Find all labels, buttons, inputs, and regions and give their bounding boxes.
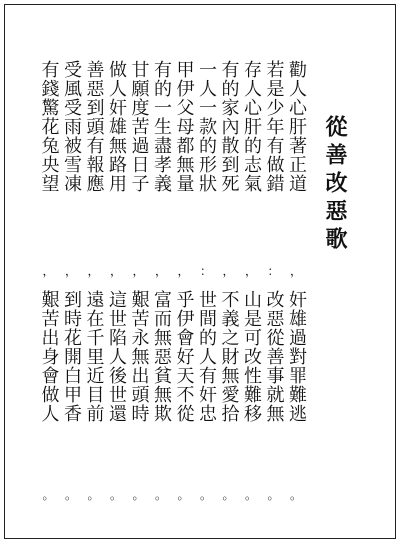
poem-line-end: 。 [87,488,100,502]
poem-line-top: 勸人心肝著正道 [286,60,307,193]
poem-line-top: 有的家內散到死 [218,60,240,193]
poem-line-mark: ， [244,264,258,278]
poem-line-end: 。 [132,488,145,502]
poem-line-bottom: 世間的人有奸忠 [196,290,217,423]
poem-line-top: 甲伊父母都無量 [173,60,195,193]
poem-line-bottom: 改惡從善事就無 [263,290,285,423]
poem-line-bottom: 富而無惡貧無欺 [151,290,172,423]
poem-line-top: 有錢驚花兔央望 [38,60,60,193]
poem-line-end: 。 [64,488,78,502]
poem-line-top: 善惡到頭有報應 [83,60,105,193]
poem-line-top: 一人一款的形狀 [196,60,217,193]
poem-line-bottom: 奸雄過對罪難逃 [286,290,307,423]
poem-line-mark: ， [289,264,303,278]
poem-line-mark: ， [154,264,168,278]
poem-line-end: 。 [289,488,303,502]
poem-line-top: 受風受雨被雪凍 [61,60,82,193]
poem-line-top: 做人奸雄無路用 [106,60,127,193]
poem-line-bottom: 這世陷人後世還 [106,290,127,423]
poem-line-top: 存人心肝的志氣 [241,60,262,193]
poem-title: 從善改惡歌 [322,115,348,255]
poem-line-mark: ， [42,264,55,278]
poem-line-mark: ， [64,264,78,278]
poem-line-bottom: 到時花開白甲香 [61,290,82,423]
poem-line-top: 甘願度苦過日子 [128,60,150,193]
poem-line-bottom: 艱苦永無出頭時 [128,290,150,423]
poem-line-mark: ， [132,264,145,278]
poem-line-end: 。 [199,488,213,502]
poem-line-end: 。 [154,488,168,502]
poem-line-end: 。 [42,488,55,502]
poem-line-bottom: 乎伊會好天不從 [173,290,195,423]
poem-line-top: 有的一生盡孝義 [151,60,172,193]
poem-line-end: 。 [267,488,280,502]
poem-line-mark: ， [222,264,235,278]
poem-line-mark: ， [177,264,190,278]
poem-line-end: 。 [244,488,258,502]
poem-line-bottom: 艱苦出身會做人 [38,290,60,423]
poem-line-end: 。 [177,488,190,502]
poem-line-bottom: 山是可改性難移 [241,290,262,423]
poem-line-end: 。 [222,488,235,502]
poem-line-mark: ， [109,264,123,278]
poem-line-bottom: 遠在千里近目前 [83,290,105,423]
poem-line-bottom: 不義之財無愛拾 [218,290,240,423]
poem-line-mark: ： [199,264,213,278]
poem-line-top: 若是少年有做錯 [263,60,285,193]
poem-line-mark: ， [87,264,100,278]
poem-line-mark: ： [267,264,280,278]
poem-line-end: 。 [109,488,123,502]
